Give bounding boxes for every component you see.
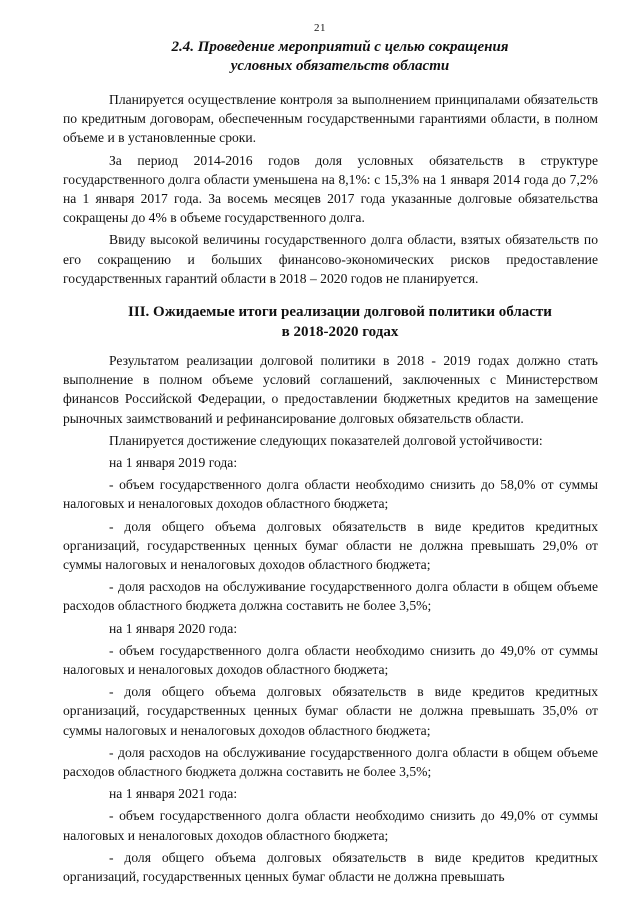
indicator-item: - объем государственного долга области необходимо снизить до 49,0% от суммы налоговых и неналоговых доходов областного бюджета;: [63, 642, 598, 678]
section-title: [80, 38, 600, 76]
section-body: [63, 90, 598, 288]
target-date: на 1 января 2019 года:: [109, 455, 238, 471]
indicator-item: - объем государственного долга области необходимо снизить до 58,0% от суммы налоговых и неналоговых доходов областного бюджета;: [63, 477, 598, 512]
indicator-item: - доля расходов на обслуживание государственного долга области в общем объеме расходов областного бюджета должна составить не более 3,5%;: [63, 579, 598, 614]
chapter-title-line-2: в 2018-2020 годах: [281, 324, 399, 340]
target-date: на 1 января 2021 года:: [109, 786, 238, 802]
paragraph: Планируется достижение следующих показателей долговой устойчивости:: [109, 432, 543, 448]
paragraph: Результатом реализации долговой политики в 2018 - 2019 годах должно стать выполнение в полном объеме условий соглашений, заключенных с Министерством финансов Российской Федерации, о предоставлении бюджетных кредитов на замещение рыночных заимствований и рефинансирование долговых обязательств области.: [63, 353, 598, 426]
indicator-item: - доля общего объема долговых обязательств в виде кредитов кредитных организаций, государственных ценных бумаг области не должна превышать: [63, 849, 598, 885]
paragraph: Ввиду высокой величины государственного долга области, взятых обязательств по его сокращению и больших финансово-экономических рисков предоставление государственных гарантий области в 2018 – 2020 годов не планируется.: [63, 232, 598, 286]
chapter-title-line-1: III. Ожидаемые итоги реализации долговой политики области: [128, 304, 552, 320]
chapter-title: [80, 302, 600, 342]
section-title-line-1: 2.4. Проведение мероприятий с целью сокращения: [171, 39, 509, 55]
indicator-item: - доля общего объема долговых обязательств в виде кредитов кредитных организаций, государственных ценных бумаг области не должна превышать 35,0% от суммы налоговых и неналоговых доходов областного бюджета;: [63, 684, 598, 738]
target-date: на 1 января 2020 года:: [109, 620, 238, 636]
page-number: 21: [314, 22, 326, 34]
chapter-body: [63, 351, 598, 886]
indicator-item: - объем государственного долга области необходимо снизить до 49,0% от суммы налоговых и неналоговых доходов областного бюджета;: [63, 808, 598, 843]
paragraph: Планируется осуществление контроля за выполнением принципалами обязательств по кредитным договорам, обеспеченным государственными гарантиями области, в полном объеме и в установленные сроки.: [63, 92, 598, 146]
paragraph: За период 2014-2016 годов доля условных обязательств в структуре государственного долга области уменьшена на 8,1%: с 15,3% на 1 января 2014 года до 7,2% на 1 января 2017 года. За восемь месяцев 2017 года указанные долговые обязательства сокращены до 4% в объеме государственного долга.: [63, 152, 598, 226]
indicator-item: - доля расходов на обслуживание государственного долга области в общем объеме расходов областного бюджета должна составить не более 3,5%;: [63, 744, 598, 780]
section-title-line-2: условных обязательств области: [230, 58, 450, 74]
indicator-item: - доля общего объема долговых обязательств в виде кредитов кредитных организаций, государственных ценных бумаг области не должна превышать 29,0% от суммы налоговых и неналоговых доходов областного бюджета;: [63, 518, 598, 573]
